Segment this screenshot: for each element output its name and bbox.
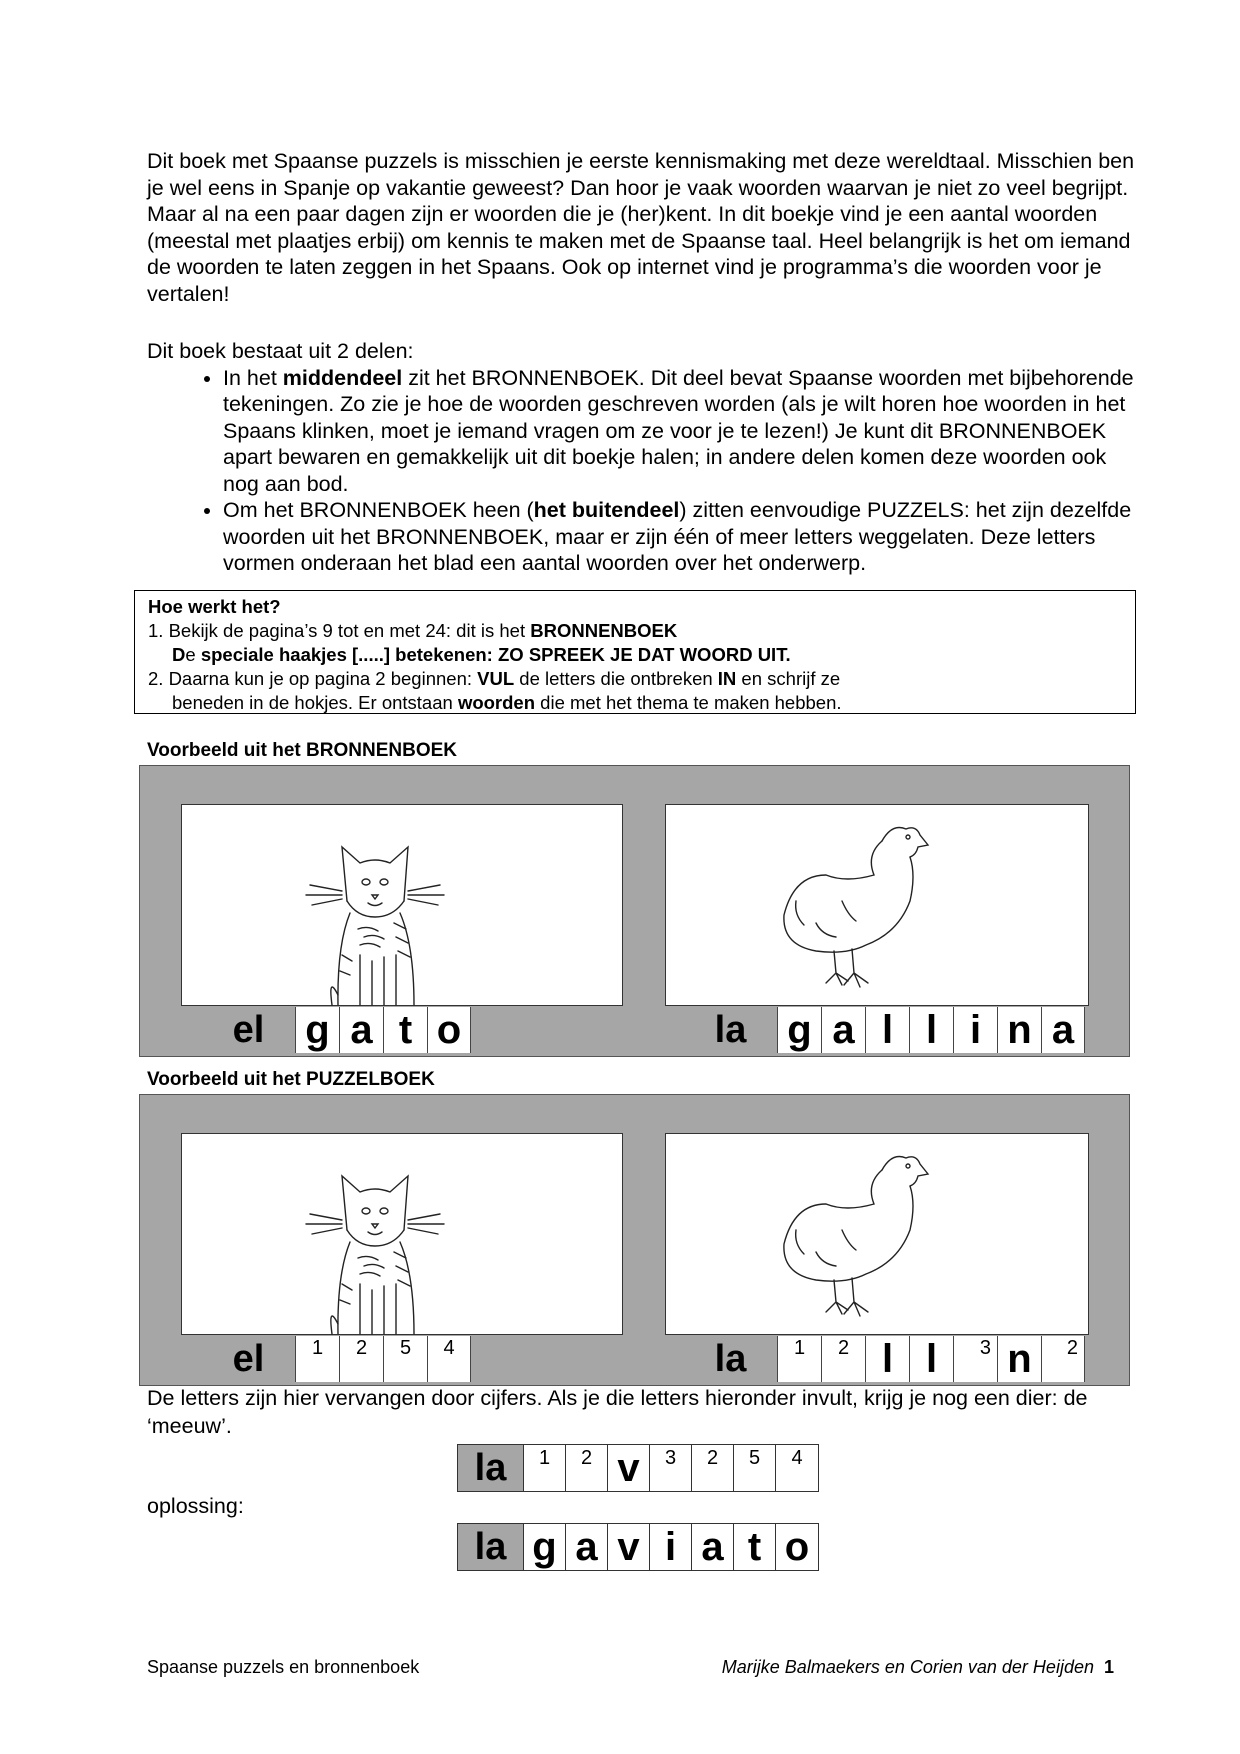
puzzelboek-example-panel xyxy=(139,1094,1130,1386)
how-it-works-box xyxy=(134,590,1136,714)
letter-cell: t xyxy=(383,1007,427,1053)
number-cell: 3 xyxy=(650,1445,692,1491)
cat-puzzle-row xyxy=(202,1336,471,1382)
number-cell: 5 xyxy=(734,1445,776,1491)
number-cell: 3 xyxy=(953,1336,997,1382)
hen-word-row xyxy=(684,1007,1085,1053)
letter-cell: l xyxy=(865,1336,909,1382)
number-cell: 2 xyxy=(1041,1336,1085,1382)
letter-cell: a xyxy=(339,1007,383,1053)
how-step-1-note: De speciale haakjes [.....] betekenen: ZO SPREEK JE DAT WOORD UIT. xyxy=(172,644,791,665)
how-step-1: 1. Bekijk de pagina’s 9 tot en met 24: dit is het BRONNENBOEK xyxy=(148,620,678,641)
letter-cell: i xyxy=(650,1524,692,1570)
bronnenboek-example-title: Voorbeeld uit het BRONNENBOEK xyxy=(147,740,457,761)
intro-text xyxy=(147,148,1137,577)
number-cell: 2 xyxy=(692,1445,734,1491)
letter-cell: l xyxy=(909,1007,953,1053)
solution-article: la xyxy=(458,1524,524,1570)
letter-cell: n xyxy=(997,1007,1041,1053)
number-cell: 1 xyxy=(295,1336,339,1382)
number-cell: 4 xyxy=(791,1447,803,1469)
puzzelboek-example-title: Voorbeeld uit het PUZZELBOEK xyxy=(147,1069,435,1090)
bronnenboek-example-panel xyxy=(139,765,1130,1057)
letter-cell: g xyxy=(777,1007,821,1053)
parts-list xyxy=(147,365,1137,577)
number-cell: 4 xyxy=(427,1336,471,1382)
cat-picture xyxy=(181,804,623,1006)
number-cell: 2 xyxy=(821,1336,865,1382)
how-it-works-title: Hoe werkt het? xyxy=(148,596,281,617)
how-step-2-cont: beneden in de hokjes. Er ontstaan woorden die met het thema te maken hebben. xyxy=(172,692,842,713)
puzzle-strip xyxy=(457,1444,819,1492)
letter-cell: v xyxy=(608,1445,650,1491)
letter-cell: g xyxy=(295,1007,339,1053)
letter-cell: a xyxy=(821,1007,865,1053)
number-cell: 1 xyxy=(777,1336,821,1382)
letter-cell: o xyxy=(427,1007,471,1053)
hen-article: la xyxy=(684,1336,777,1382)
number-cell: 1 xyxy=(524,1445,566,1491)
letter-cell: a xyxy=(1041,1007,1085,1053)
cat-article: el xyxy=(202,1007,295,1053)
number-cell: 2 xyxy=(339,1336,383,1382)
cat-word-row xyxy=(202,1007,471,1053)
letter-cell: a xyxy=(566,1524,608,1570)
footer-authors: Marijke Balmaekers en Corien van der Heijden 1 xyxy=(721,1657,1114,1677)
number-cell: 2 xyxy=(566,1445,608,1491)
hen-drawing xyxy=(666,1134,1090,1336)
letter-cell: n xyxy=(997,1336,1041,1382)
hen-drawing xyxy=(666,805,1090,1007)
cat-article: el xyxy=(202,1336,295,1382)
letter-cell: g xyxy=(524,1524,566,1570)
page-number: 1 xyxy=(1103,1657,1114,1677)
letter-cell: l xyxy=(865,1007,909,1053)
footer-book-title: Spaanse puzzels en bronnenboek xyxy=(147,1657,420,1677)
parts-item-middendeel: • In het middendeel zit het BRONNENBOEK. Dit deel bevat Spaanse woorden met bijbehorende tekeningen. Zo zie je hoe de woorden geschreven worden (als je wilt horen hoe woorden in het Spaans klinken, moet je iemand vragen om ze voor je te lezen!) Je kunt dit BRONNENBOEK apart bewaren en gemakkelijk uit dit boekje halen; in andere delen komen deze woorden ook nog aan bod. xyxy=(223,365,1137,498)
letter-cell: v xyxy=(608,1524,650,1570)
puzzle-article: la xyxy=(458,1445,524,1491)
how-step-2: 2. Daarna kun je op pagina 2 beginnen: VUL de letters die ontbreken IN en schrijf ze xyxy=(148,668,841,689)
number-cell: 5 xyxy=(383,1336,427,1382)
letter-cell: o xyxy=(784,1524,810,1569)
letter-cell: l xyxy=(909,1336,953,1382)
parts-item-buitendeel: • Om het BRONNENBOEK heen (het buitendeel) zitten eenvoudige PUZZELS: het zijn dezelfde woorden uit het BRONNENBOEK, maar er zijn één of meer letters weggelaten. Deze letters vormen onderaan het blad een aantal woorden over het onderwerp. xyxy=(223,497,1137,577)
letter-cell: a xyxy=(692,1524,734,1570)
intro-paragraph: Dit boek met Spaanse puzzels is misschien je eerste kennismaking met deze wereldtaal. Misschien ben je wel eens in Spanje op vakantie geweest? Dan hoor je vaak woorden waarvan je niet zo veel begrijpt. Maar al na een paar dagen zijn er woorden die je (her)kent. In dit boekje vind je een aantal woorden (meestal met plaatjes erbij) om kennis te maken met de Spaanse taal. Heel belangrijk is het om iemand de woorden te laten zeggen in het Spaans. Ook op internet vind je programma’s die woorden voor je vertalen! xyxy=(147,149,1135,306)
hen-puzzle-row xyxy=(684,1336,1085,1382)
cat-drawing xyxy=(182,1134,624,1336)
cat-picture xyxy=(181,1133,623,1335)
hen-picture xyxy=(665,804,1089,1006)
hen-article: la xyxy=(684,1007,777,1053)
cat-drawing xyxy=(182,805,624,1007)
solution-strip xyxy=(457,1523,819,1571)
explanation-text: De letters zijn hier vervangen door cijfers. Als je die letters hieronder invult, krijg je nog een dier: de ‘meeuw’. xyxy=(147,1386,1088,1438)
letter-cell: t xyxy=(734,1524,776,1570)
letter-cell: i xyxy=(953,1007,997,1053)
parts-intro: Dit boek bestaat uit 2 delen: xyxy=(147,339,414,363)
hen-picture xyxy=(665,1133,1089,1335)
solution-label: oplossing: xyxy=(147,1494,244,1518)
